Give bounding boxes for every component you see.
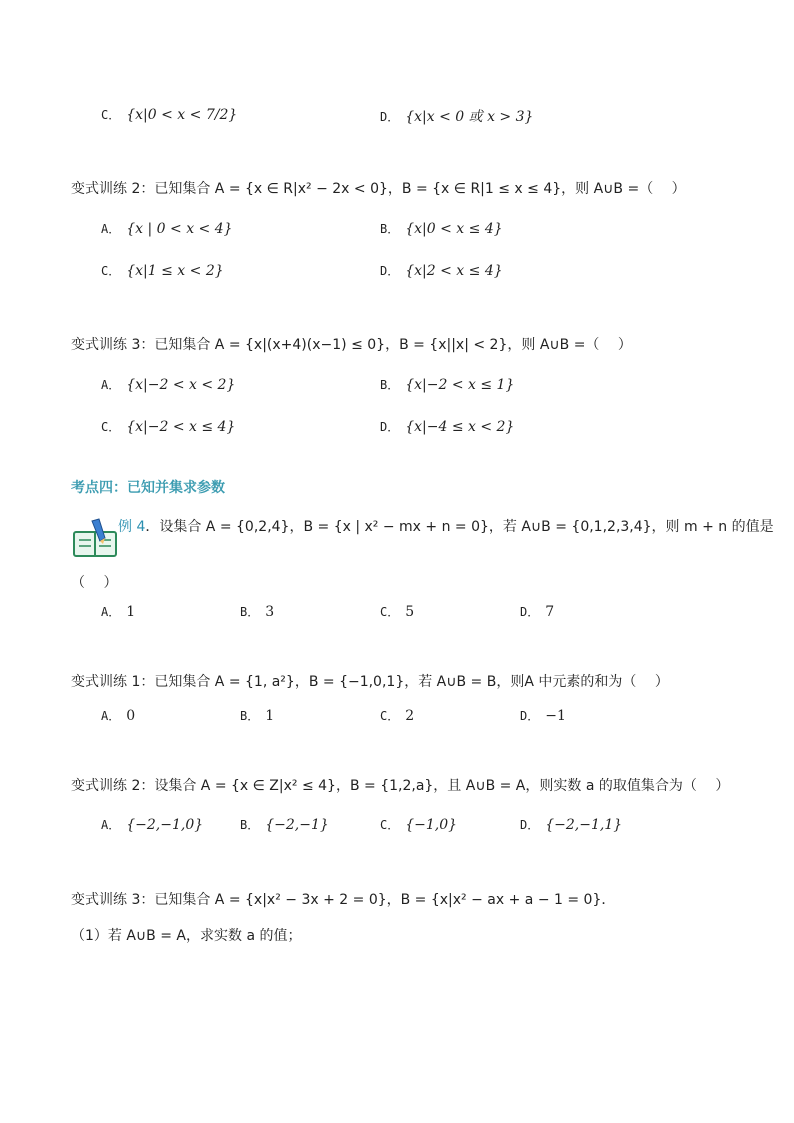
option-a: A． 0 <box>101 708 136 724</box>
option-c: C． {x|0 < x < 7/2} <box>101 107 238 123</box>
option-b: B． {x|0 < x ≤ 4} <box>380 221 503 237</box>
book-pencil-icon <box>72 518 118 558</box>
option-a: A． {−2,−1,0} <box>101 817 204 833</box>
variant-3-stem: 变式训练 3：已知集合 A = {x|x² − 3x + 2 = 0}，B = {x|x² − ax + a − 1 = 0}． <box>71 892 616 908</box>
option-b: B． 3 <box>240 604 275 620</box>
option-c: C． {−1,0} <box>380 817 458 833</box>
exercise-2-stem: 变式训练 2：已知集合 A = {x ∈ R|x² − 2x < 0}，B = {x ∈ R|1 ≤ x ≤ 4}，则 A∪B =（ ） <box>71 181 686 197</box>
option-c: C． {x|1 ≤ x < 2} <box>101 263 224 279</box>
option-b: B． 1 <box>240 708 275 724</box>
answer-parentheses: （ ） <box>71 575 118 591</box>
exercise-3-stem: 变式训练 3：已知集合 A = {x|(x+4)(x−1) ≤ 0}，B = {x||x| < 2}，则 A∪B =（ ） <box>71 337 632 353</box>
option-c: C． {x|−2 < x ≤ 4} <box>101 419 236 435</box>
option-d: D． {x|x < 0 或 x > 3} <box>380 109 534 125</box>
example-4-stem: 例 4．设集合 A = {0,2,4}，B = {x | x² − mx + n = 0}，若 A∪B = {0,1,2,3,4}，则 m + n 的值是 <box>118 519 774 535</box>
option-a: A． 1 <box>101 604 136 620</box>
option-d: D． {−2,−1,1} <box>520 817 623 833</box>
section-heading: 考点四：已知并集求参数 <box>71 480 225 496</box>
option-a: A． {x|−2 < x < 2} <box>101 377 236 393</box>
variant-3-part-1: （1）若 A∪B = A，求实数 a 的值； <box>71 928 302 944</box>
variant-2-stem: 变式训练 2：设集合 A = {x ∈ Z|x² ≤ 4}，B = {1,2,a}，且 A∪B = A，则实数 a 的取值集合为（ ） <box>71 778 730 794</box>
option-d: D． 7 <box>520 604 555 620</box>
option-c: C． 5 <box>380 604 415 620</box>
option-c: C． 2 <box>380 708 415 724</box>
option-b: B． {−2,−1} <box>240 817 329 833</box>
variant-1-stem: 变式训练 1：已知集合 A = {1, a²}，B = {−1,0,1}，若 A∪B = B，则A 中元素的和为（ ） <box>71 674 669 690</box>
option-a: A． {x | 0 < x < 4} <box>101 221 233 237</box>
option-d: D． −1 <box>520 708 566 724</box>
option-b: B． {x|−2 < x ≤ 1} <box>380 377 515 393</box>
option-d: D． {x|−4 ≤ x < 2} <box>380 419 515 435</box>
option-d: D． {x|2 < x ≤ 4} <box>380 263 503 279</box>
